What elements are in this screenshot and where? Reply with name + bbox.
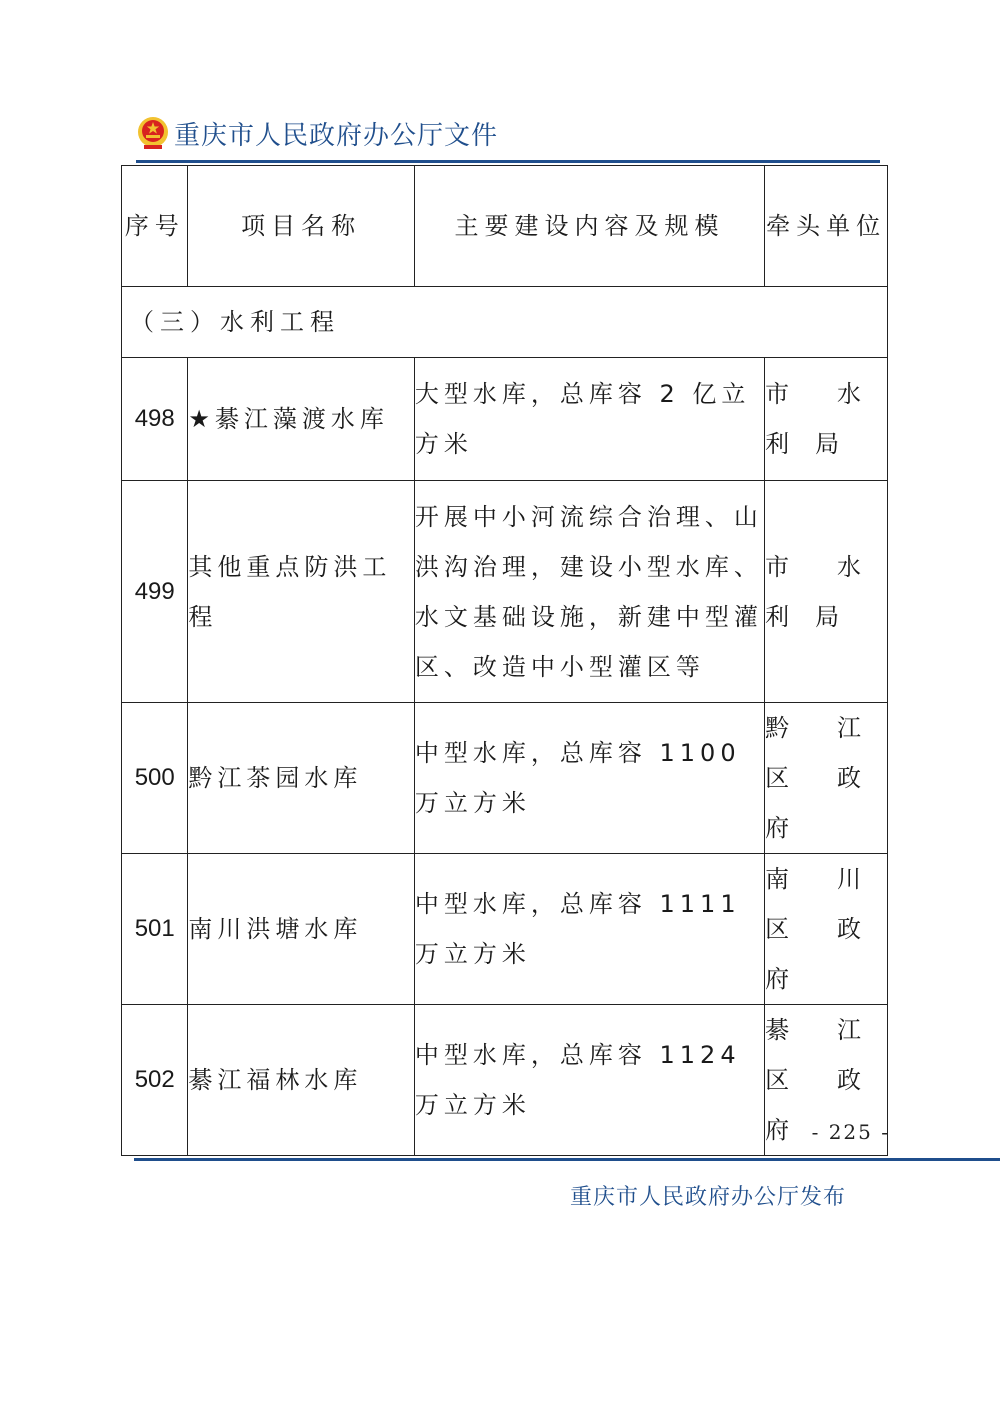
- footer-divider: [134, 1158, 1000, 1161]
- document-header: [136, 110, 498, 156]
- lead-unit: 黔江区政府: [765, 703, 888, 854]
- project-content: 中型水库，总库容 1111 万立方米: [414, 854, 764, 1005]
- project-content: 大型水库，总库容 2 亿立方米: [414, 358, 764, 481]
- table-row: [122, 1005, 888, 1156]
- project-name: 南川洪塘水库: [188, 854, 414, 1005]
- footer-publisher: 重庆市人民政府办公厅发布: [570, 1185, 847, 1210]
- header-divider: [136, 160, 880, 163]
- column-header-name: 项目名称: [188, 166, 414, 287]
- project-name: 綦江福林水库: [188, 1005, 414, 1156]
- row-number: 501: [122, 854, 188, 1005]
- row-number: 500: [122, 703, 188, 854]
- row-number: 502: [122, 1005, 188, 1156]
- column-header-no: 序号: [122, 166, 188, 287]
- project-table: [121, 165, 888, 1156]
- row-number: 499: [122, 481, 188, 703]
- project-content: 中型水库，总库容 1100 万立方米: [414, 703, 764, 854]
- table-row: [122, 703, 888, 854]
- lead-unit: 南川区政府: [765, 854, 888, 1005]
- national-emblem-icon: [136, 115, 170, 151]
- section-title: （三）水利工程: [122, 287, 888, 358]
- table-row: [122, 854, 888, 1005]
- header-title: 重庆市人民政府办公厅文件: [174, 120, 499, 151]
- table-row: [122, 481, 888, 703]
- project-content: 中型水库，总库容 1124 万立方米: [414, 1005, 764, 1156]
- lead-unit: 市水利局: [765, 481, 888, 703]
- lead-unit: 市水利局: [765, 358, 888, 481]
- project-name: 黔江茶园水库: [188, 703, 414, 854]
- section-row: [122, 287, 888, 358]
- table-header-row: [122, 166, 888, 287]
- page-number: - 225 -: [811, 1120, 890, 1144]
- column-header-content: 主要建设内容及规模: [414, 166, 764, 287]
- lead-unit: 綦江区政府: [765, 1005, 888, 1156]
- project-name: 其他重点防洪工程: [188, 481, 414, 703]
- row-number: 498: [122, 358, 188, 481]
- table-row: [122, 358, 888, 481]
- column-header-lead: 牵头单位: [765, 166, 888, 287]
- project-content: 开展中小河流综合治理、山洪沟治理，建设小型水库、水文基础设施，新建中型灌区、改造中小型灌区等: [414, 481, 764, 703]
- project-name: ★綦江藻渡水库: [188, 358, 414, 481]
